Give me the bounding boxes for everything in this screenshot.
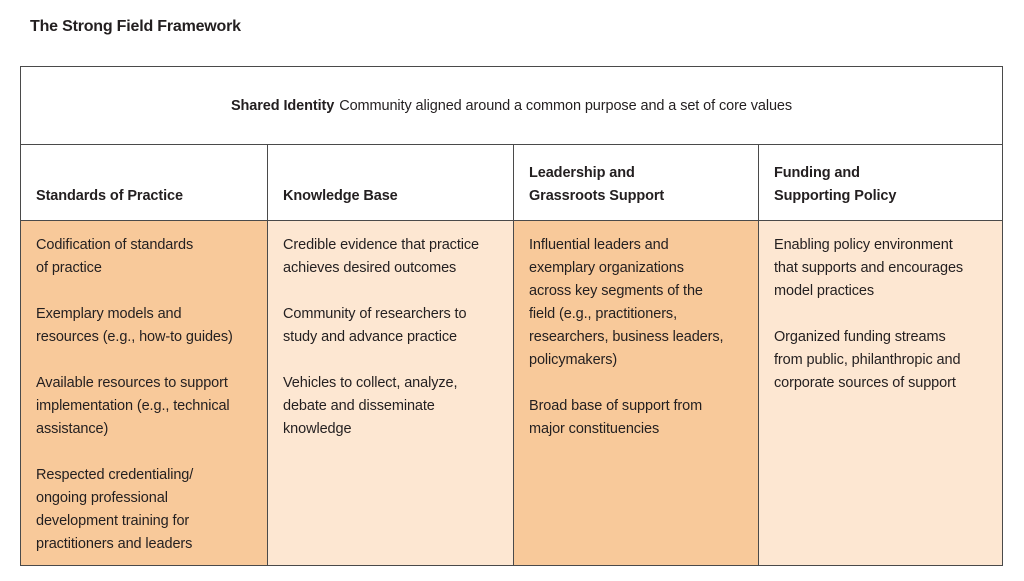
column-heading: [268, 145, 513, 221]
list-item: Exemplary models and resources (e.g., how-to guides): [36, 306, 233, 345]
column-heading: [514, 145, 758, 221]
list-item: Influential leaders and exemplary organizations across key segments of the field (e.g., practitioners, researchers, business leaders, policymakers): [529, 237, 724, 368]
column-body: [514, 221, 758, 565]
column-heading-text: Knowledge Base: [283, 188, 398, 204]
framework-table: [20, 66, 1003, 566]
column-body: [759, 221, 1002, 565]
column-body: [268, 221, 513, 565]
column-heading-text: Funding and Supporting Policy: [774, 165, 897, 204]
column-leadership-grassroots-support: [513, 145, 758, 565]
column-body: [21, 221, 267, 565]
shared-identity-text: Community aligned around a common purpose and a set of core values: [339, 97, 793, 114]
list-item: Available resources to support implementation (e.g., technical assistance): [36, 375, 230, 437]
list-item: Broad base of support from major constituencies: [529, 398, 703, 437]
list-item: Credible evidence that practice achieves desired outcomes: [283, 237, 479, 276]
list-item: Vehicles to collect, analyze, debate and disseminate knowledge: [283, 375, 458, 437]
list-item: Codification of standards of practice: [36, 237, 194, 276]
column-knowledge-base: [267, 145, 513, 565]
shared-identity-label: Shared Identity: [230, 97, 335, 114]
column-heading: [21, 145, 267, 221]
list-item: Enabling policy environment that supports and encourages model practices: [774, 237, 964, 299]
column-standards-of-practice: [21, 145, 267, 565]
list-item: Respected credentialing/ ongoing professional development training for practitioners and leaders: [36, 467, 194, 552]
column-heading: [759, 145, 1002, 221]
column-heading-text: Leadership and Grassroots Support: [529, 165, 665, 204]
shared-identity-row: [21, 67, 1002, 145]
page-title: The Strong Field Framework: [30, 18, 241, 35]
list-item: Organized funding streams from public, philanthropic and corporate sources of support: [774, 329, 961, 391]
column-heading-text: Standards of Practice: [36, 188, 183, 204]
list-item: Community of researchers to study and advance practice: [283, 306, 467, 345]
column-funding-supporting-policy: [758, 145, 1002, 565]
